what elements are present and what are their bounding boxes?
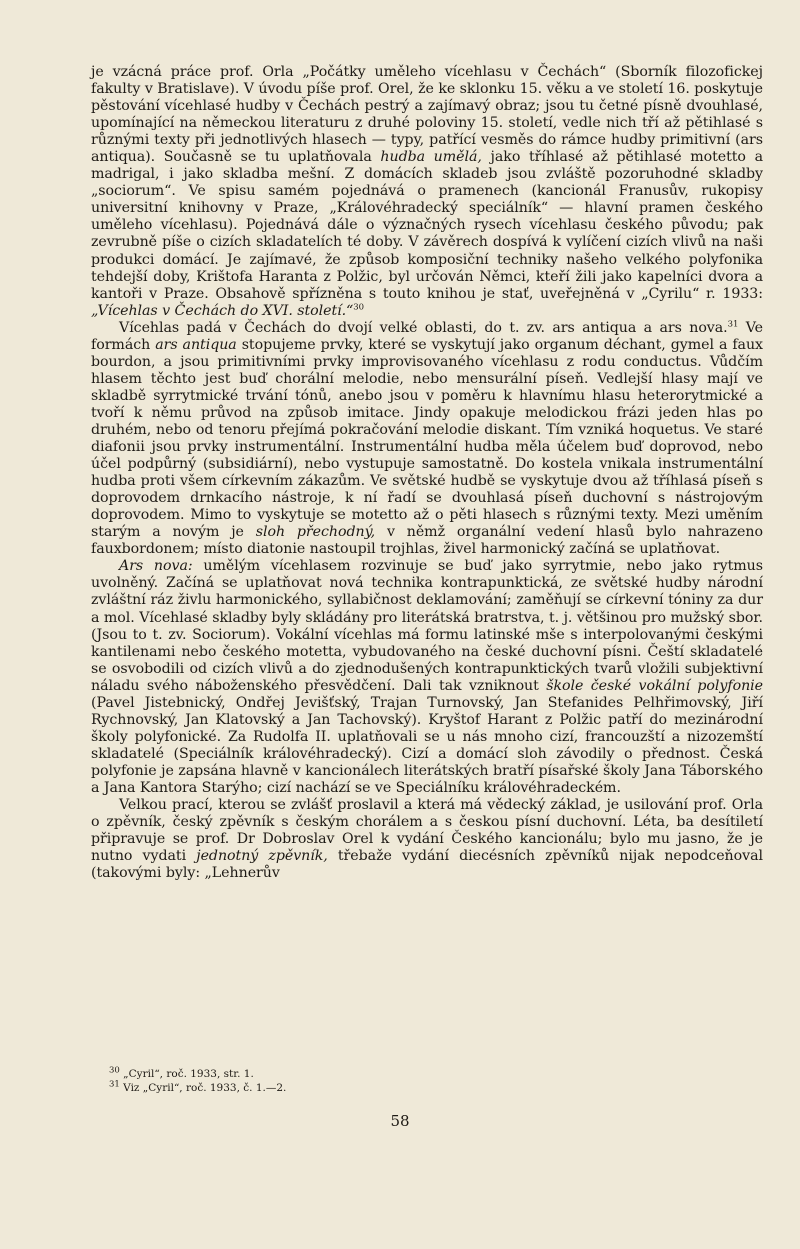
- footnote-ref: 30: [353, 301, 364, 312]
- italic-run: hudba umělá,: [380, 149, 482, 166]
- italic-run: jednotný zpěvník,: [196, 848, 328, 865]
- paragraph: [91, 320, 763, 559]
- footnote: [109, 1081, 709, 1095]
- text-run: umělým vícehlasem rozvinuje se buď jako syrrytmie, nebo jako rytmus uvolněný. Začíná se uplatňovat nová technika kontrapunktická, ze světské hudby národní zvláštní ráz živlu harmonického, syllabičnost deklamování; zaměňují se církevní tóniny za dur a mol. Vícehlasé skladby byly skládány pro literátská bratrstva, t. j. většinou pro mužský sbor. (Jsou to t. zv. Sociorum). Vokální vícehlas má formu latinské mše s interpolovanými českými kantilenami nebo českého motetta, vybudovaného na české duchovní písni. Čeští skladatelé se osvobodili od cizích vlivů a do zjednodušených kontrapunktických tvarů vložili subjektivní náladu svého náboženského přesvědčení. Dali tak vzniknout: [91, 558, 763, 694]
- text-run: Vícehlas padá v Čechách do dvojí velké oblasti, do t. zv. ars antiqua a ars nova.: [119, 319, 728, 336]
- italic-run: sloh přechodný,: [255, 524, 376, 541]
- footnotes: [109, 1067, 709, 1095]
- text-run: (Pavel Jistebnický, Ondřej Jevišťský, Trajan Turnovský, Jan Stefanides Pelhřimovský, Jiří Rychnovský, Jan Klatovský a Jan Tachovský). Kryštof Harant z Polžic patří do mezinárodní školy polyfonické. Za Rudolfa II. uplatňovali se u nás mnoho cizí, francouzští a nizozemští skladatelé (Speciálník královéhradecký). Cizí a domácí sloh závodily o přednost. Česká polyfonie je zapsána hlavně v kancionálech literátských bratří písařské školy Jana Táborského a Jana Kantora Starýho; cizí nachází se ve Speciálníku královéhradeckém.: [91, 694, 763, 796]
- body-text: [91, 64, 763, 882]
- footnote-text: „Cyril“, roč. 1933, str. 1.: [123, 1068, 254, 1080]
- text-run: je vzácná práce prof. Orla „Počátky uměleho vícehlasu v Čechách“ (Sborník filozofickej fakulty v Bratislave). V úvodu píše prof. Orel, že ke sklonku 15. věku a ve století 16. poskytuje pěstování vícehlasé hudby v Čechách pestrý a zajímavý obraz; jsou tu četné písně dvouhlasé, upomínající na německou literaturu z druhé poloviny 15. století, vedle nich tří až pětihlasé s různými texty při jednotlivých hlasech — typy, patřící vesměs do rámce hudby primitivní (ars antiqua). Současně se tu uplatňovala: [91, 64, 763, 166]
- page-number: 58: [390, 1112, 410, 1130]
- italic-run: „Vícehlas v Čechách do XVI. století.“: [91, 302, 354, 319]
- footnote-number: 31: [109, 1079, 120, 1090]
- footnote-text: Viz „Cyril“, roč. 1933, č. 1.—2.: [123, 1082, 287, 1094]
- text-run: Velkou prací, kterou se zvlášť proslavil a která má vědecký základ, je usilování prof. Orla o zpěvník, český zpěvník s českým chorálem a s českou písní duchovní. Léta, ba desítiletí připravuje se prof. Dr Dobroslav Orel k vydání Českého kancionálu; bylo mu jasno, že je nutno vydati: [91, 797, 763, 865]
- paragraph: [91, 797, 763, 882]
- text-run: stopujeme prvky, které se vyskytují jako organum déchant, gymel a faux bourdon, a jsou primitivními prvky improvisovaného vícehlasu z rodu conductus. Vůdčím hlasem těchto jest buď chorální melodie, nebo mensurální píseň. Vedlejší hlasy mají ve skladbě syrrytmické trvání tónů, anebo jsou v poměru k hlavnímu hlasu heterorytmické a tvoří k němu průvod na způsob imitace. Jindy opakuje melodickou frázi jeden hlas po druhém, nebo od tenoru přejímá pokračování melodie diskant. Tím vzniká hoquetus. Ve staré diafonii jsou prvky instrumentální. Instrumentální hudba měla účelem buď doprovod, nebo účel podpůrný (subsidiární), nebo vystupuje samostatně. Do kostela vnikala instrumentální hudba proti všem církevním zákazům. Ve světské hudbě se vyskytuje dvou až tříhlasá píseň s doprovodem drnkacího nástroje, k ní řadí se dvouhlasá píseň duchovní s nástrojovým doprovodem. Mimo to vyskytuje se motetto až o pěti hlasech s různými texty. Mezi uměním starým a novým je: [91, 336, 763, 541]
- text-run: v němž organální vedení hlasů bylo nahrazeno fauxbordonem; místo diatonie nastoupil trojhlas, živel harmonický začíná se uplatňovat.: [91, 524, 763, 558]
- text-run: Ve formách: [91, 319, 763, 353]
- text-run: třebaže vydání diecésních zpěvníků nijak nepodceňoval (takovými byly: „Lehnerův: [91, 848, 763, 882]
- footnote-ref: 31: [727, 318, 739, 329]
- italic-run: škole české vokální polyfonie: [546, 677, 763, 694]
- footnote-number: 30: [109, 1065, 120, 1076]
- italic-run: ars antiqua: [155, 336, 237, 353]
- italic-run: Ars nova:: [119, 558, 193, 575]
- paragraph: [91, 558, 763, 797]
- text-run: jako tříhlasé až pětihlasé motetto a madrigal, i jako skladba mešní. Z domácích skladeb jsou zvláště pozoruhodné skladby „sociorum“. Ve spisu samém pojednává o pramenech (kancionál Franusův, rukopisy universitní knihovny v Praze, „Královéhradecký speciálník“ — hlavní pramen českého uměleho vícehlasu). Pojednává dále o význačných rysech vícehlasu českého původu; pak zevrubně píše o cizích skladatelích té doby. V závěrech dospívá k vylíčení cizích vlivů na naši produkci domácí. Je zajímavé, že způsob komposiční techniky našeho velkého polyfonika tehdejší doby, Krištofa Haranta z Polžic, byl určován Němci, kteří žili jako kapelníci dvora a kantoři v Praze. Obsahově spřízněna s touto knihou je stať, uveřejněná v „Cyrilu“ r. 1933:: [91, 149, 763, 302]
- footnote: [109, 1067, 709, 1081]
- paragraph: [91, 64, 763, 320]
